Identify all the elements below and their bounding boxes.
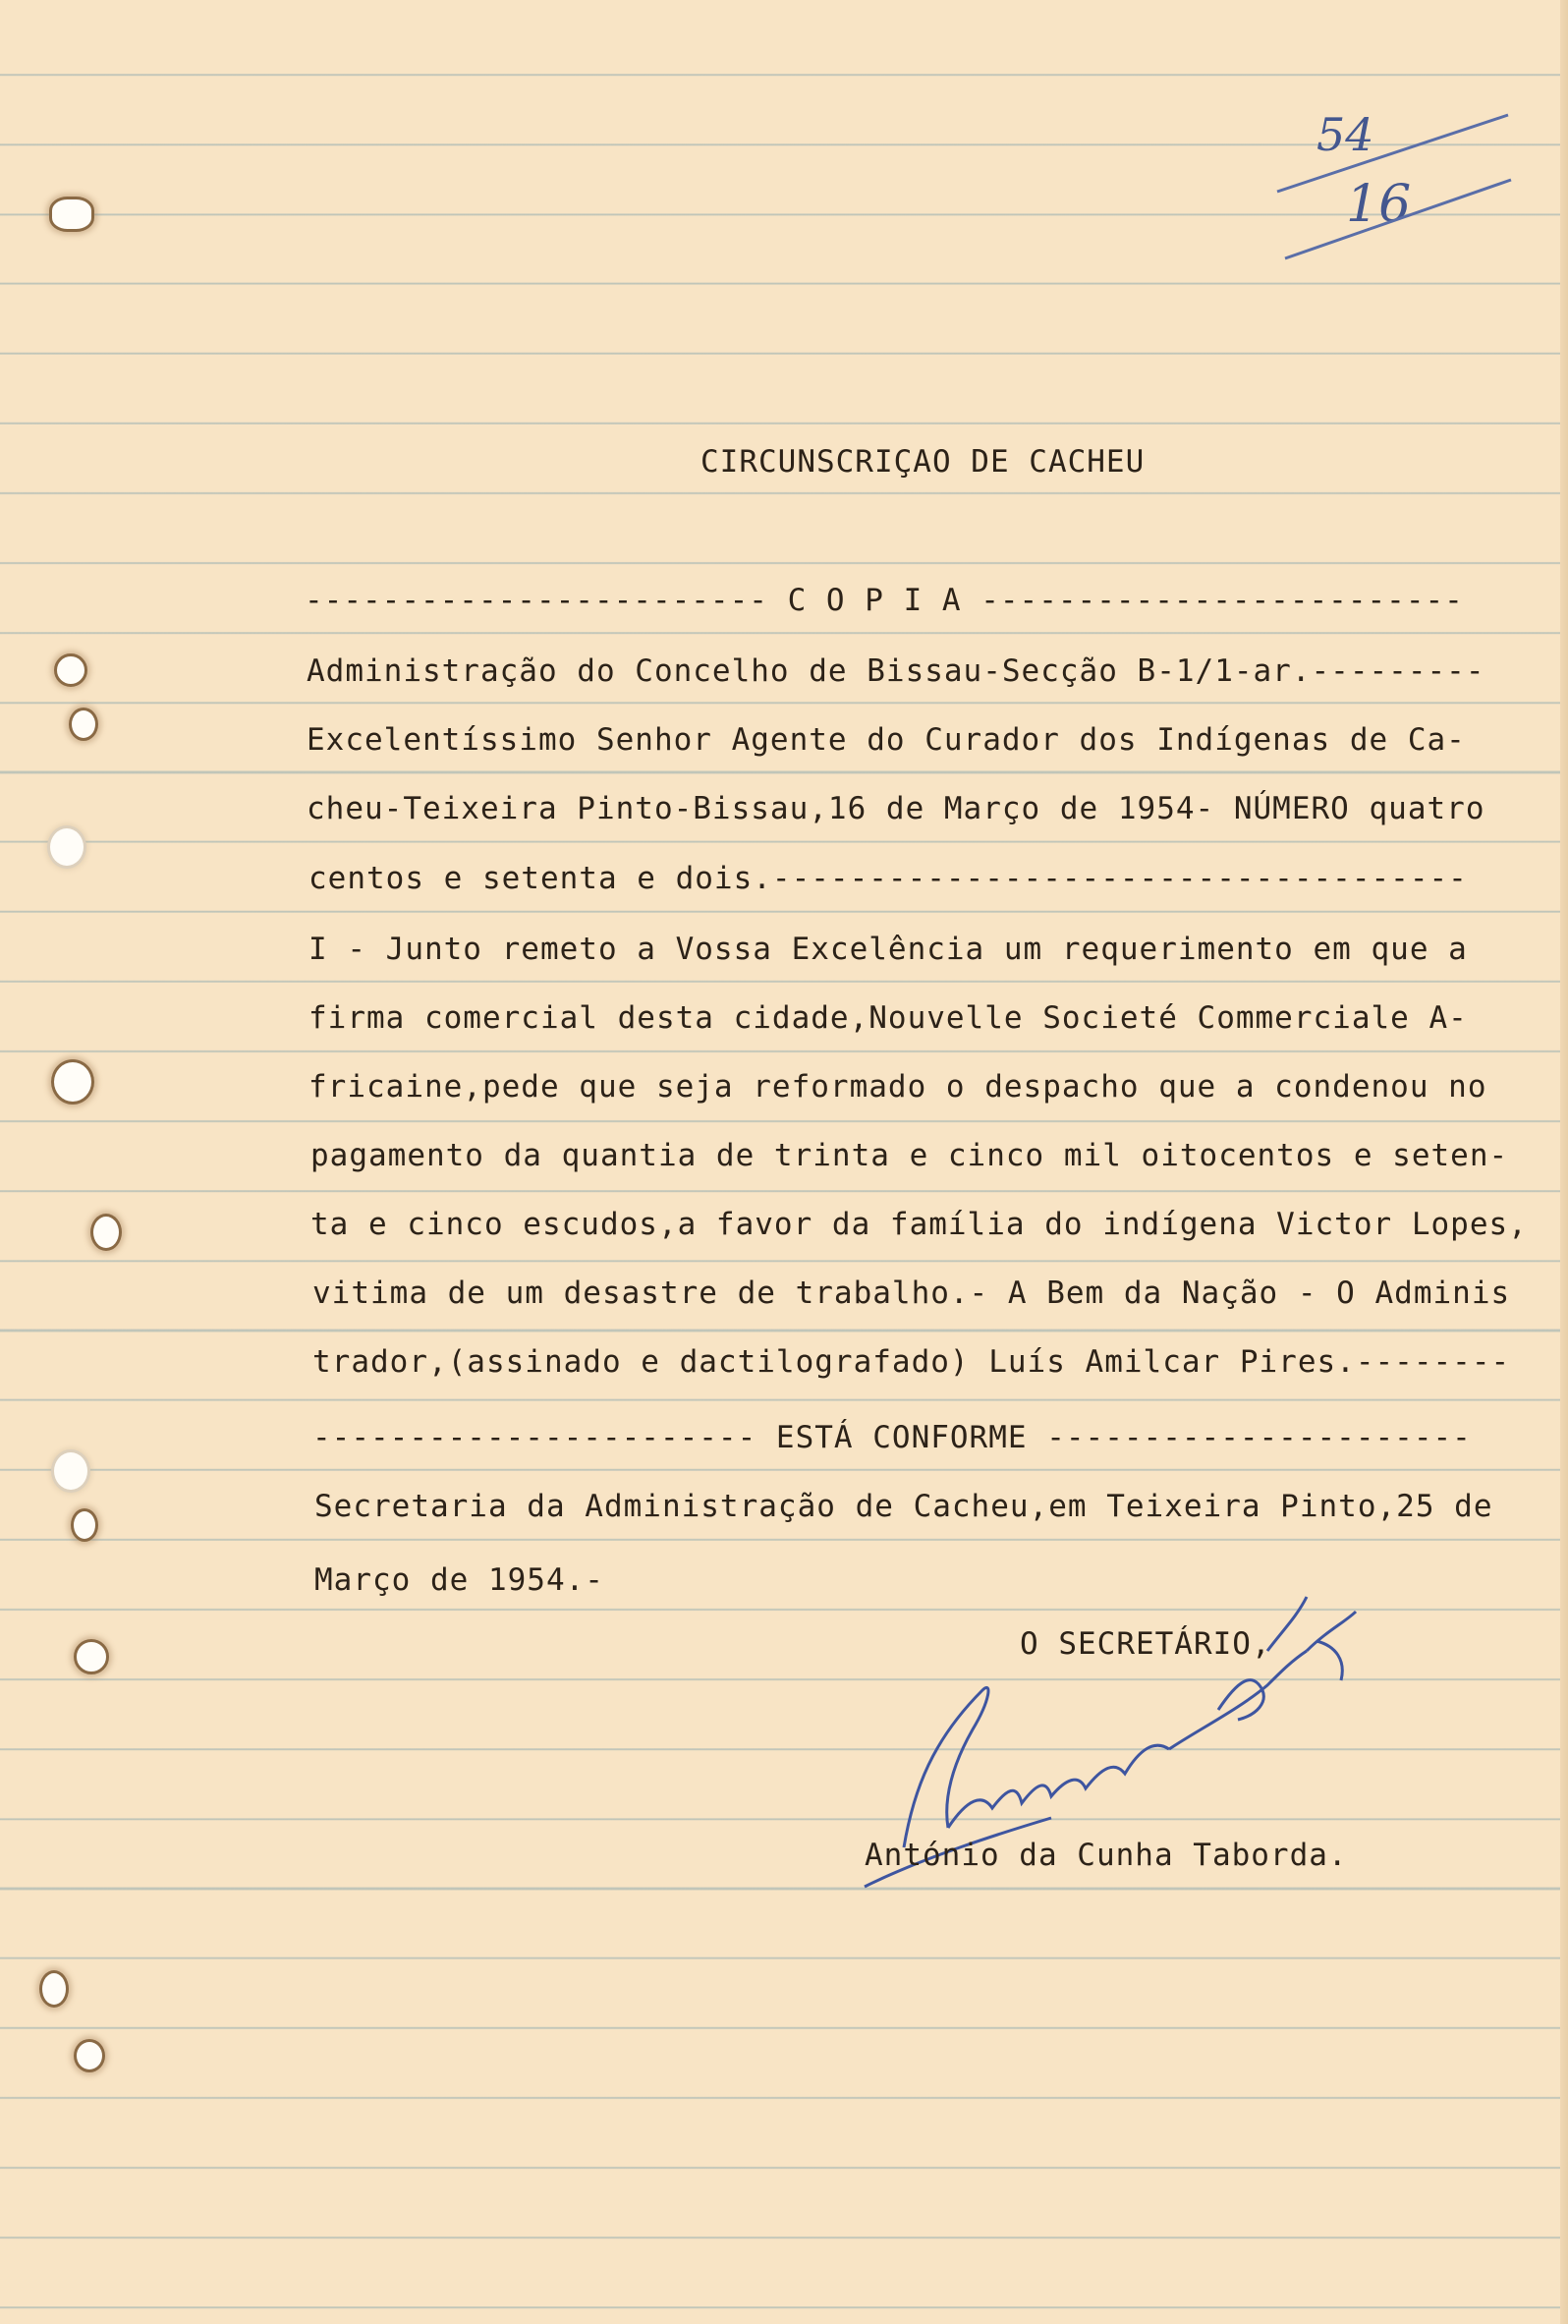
text-line: I - Junto remeto a Vossa Excelência um requerimento em que a xyxy=(308,932,1468,967)
text-line: fricaine,pede que seja reformado o despacho que a condenou no xyxy=(308,1069,1487,1105)
text-line: cheu-Teixeira Pinto-Bissau,16 de Março de 1954- NÚMERO quatro xyxy=(307,791,1485,826)
text-line: vitima de um desastre de trabalho.- A Bem da Nação - O Adminis xyxy=(312,1275,1511,1311)
archive-mark-lower: 16 xyxy=(1346,175,1412,234)
archive-mark-upper: 54 xyxy=(1316,108,1374,161)
text-line: pagamento da quantia de trinta e cinco mil oitocentos e seten- xyxy=(310,1138,1509,1173)
text-line: centos e setenta e dois.------------------------------------ xyxy=(308,861,1468,896)
punch-hole xyxy=(74,2039,105,2072)
punch-hole xyxy=(47,825,86,869)
text-line: Secretaria da Administração de Cacheu,em Teixeira Pinto,25 de xyxy=(314,1489,1493,1524)
text-line: Março de 1954.- xyxy=(314,1562,604,1598)
punch-hole xyxy=(49,197,94,232)
punch-hole xyxy=(71,1508,98,1542)
punch-hole xyxy=(54,653,87,687)
text-line: ------------------------ C O P I A ------------------------- xyxy=(305,583,1464,618)
punch-hole xyxy=(74,1639,109,1674)
text-line: ----------------------- ESTÁ CONFORME ---------------------- xyxy=(312,1420,1472,1455)
text-line: Administração do Concelho de Bissau-Secção B-1/1-ar.--------- xyxy=(307,653,1485,689)
page-title: CIRCUNSCRIÇAO DE CACHEU xyxy=(700,444,1146,480)
archive-strike-lines xyxy=(1258,93,1523,280)
text-line: trador,(assinado e dactilografado) Luís Amilcar Pires.-------- xyxy=(312,1344,1511,1380)
punch-hole xyxy=(69,708,98,741)
punch-hole xyxy=(90,1214,122,1251)
punch-hole xyxy=(51,1449,90,1493)
text-line: Excelentíssimo Senhor Agente do Curador dos Indígenas de Ca- xyxy=(307,722,1466,758)
signatory-name: António da Cunha Taborda. xyxy=(865,1838,1348,1873)
punch-hole xyxy=(51,1059,94,1105)
text-line: ta e cinco escudos,a favor da família do indígena Victor Lopes, xyxy=(310,1207,1528,1242)
signatory-title: O SECRETÁRIO, xyxy=(1020,1626,1271,1662)
text-line: firma comercial desta cidade,Nouvelle Societé Commerciale A- xyxy=(308,1000,1468,1036)
page-edge xyxy=(1560,0,1568,2324)
punch-hole xyxy=(39,1970,69,2008)
